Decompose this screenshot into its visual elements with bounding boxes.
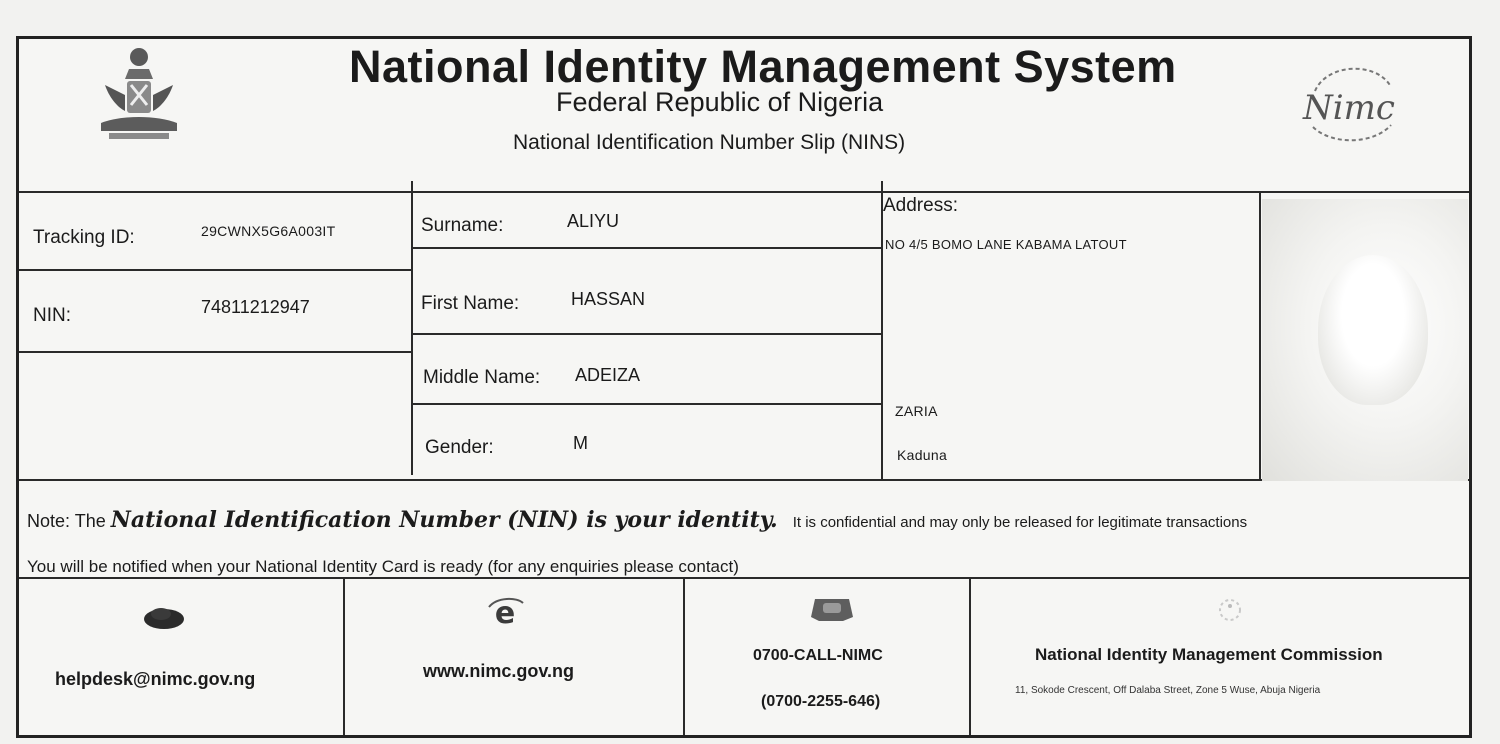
middle-name-label: Middle Name: xyxy=(423,367,541,388)
tracking-id-value: 29CWNX5G6A003IT xyxy=(201,223,336,239)
note-prefix: Note: The xyxy=(27,511,111,531)
website-link[interactable]: www.nimc.gov.ng xyxy=(423,661,575,681)
org-address: 11, Sokode Crescent, Off Dalaba Street, Zone 5 Wuse, Abuja Nigeria xyxy=(1015,685,1321,696)
nin-slip xyxy=(16,36,1472,738)
page-title: National Identity Management System xyxy=(349,41,1177,92)
note-emphasis: National Identification Number (NIN) is your identity. xyxy=(110,507,778,533)
email-link[interactable]: helpdesk@nimc.gov.ng xyxy=(55,669,256,689)
email-icon xyxy=(141,605,187,636)
note-line xyxy=(27,507,1247,533)
surname-label: Surname: xyxy=(421,215,504,236)
nin-label: NIN: xyxy=(33,305,71,326)
nimc-logo-icon xyxy=(1287,53,1417,153)
address-label: Address: xyxy=(883,195,958,216)
tracking-id-label: Tracking ID: xyxy=(33,227,135,248)
svg-text:e: e xyxy=(494,596,516,629)
note-rest: It is confidential and may only be released for legitimate transactions xyxy=(792,514,1248,531)
middle-name-value: ADEIZA xyxy=(575,365,641,385)
coat-of-arms-icon xyxy=(91,45,187,145)
note-line-2: You will be notified when your National Identity Card is ready (for any enquiries please contact) xyxy=(27,557,739,576)
first-name-label: First Name: xyxy=(421,293,520,314)
org-name: National Identity Management Commission xyxy=(1035,645,1383,664)
gender-label: Gender: xyxy=(425,437,494,458)
nimc-logo-text: Nimc xyxy=(1303,88,1395,128)
first-name-value: HASSAN xyxy=(571,289,646,309)
slip-name: National Identification Number Slip (NINS) xyxy=(513,131,906,154)
internet-icon xyxy=(485,595,525,634)
nin-value: 74811212947 xyxy=(201,297,310,317)
address-city: ZARIA xyxy=(895,403,938,419)
phone-icon xyxy=(809,595,855,628)
phone-text: 0700-CALL-NIMC xyxy=(753,647,883,664)
gender-value: M xyxy=(573,433,588,453)
surname-value: ALIYU xyxy=(567,211,620,231)
address-line1: NO 4/5 BOMO LANE KABAMA LATOUT xyxy=(885,237,1127,252)
phone-numeric: (0700-2255-646) xyxy=(761,693,881,710)
country-subtitle: Federal Republic of Nigeria xyxy=(556,87,884,117)
passport-photo xyxy=(1262,199,1468,481)
nimc-small-logo-icon xyxy=(1217,595,1243,630)
address-state: Kaduna xyxy=(897,447,948,463)
